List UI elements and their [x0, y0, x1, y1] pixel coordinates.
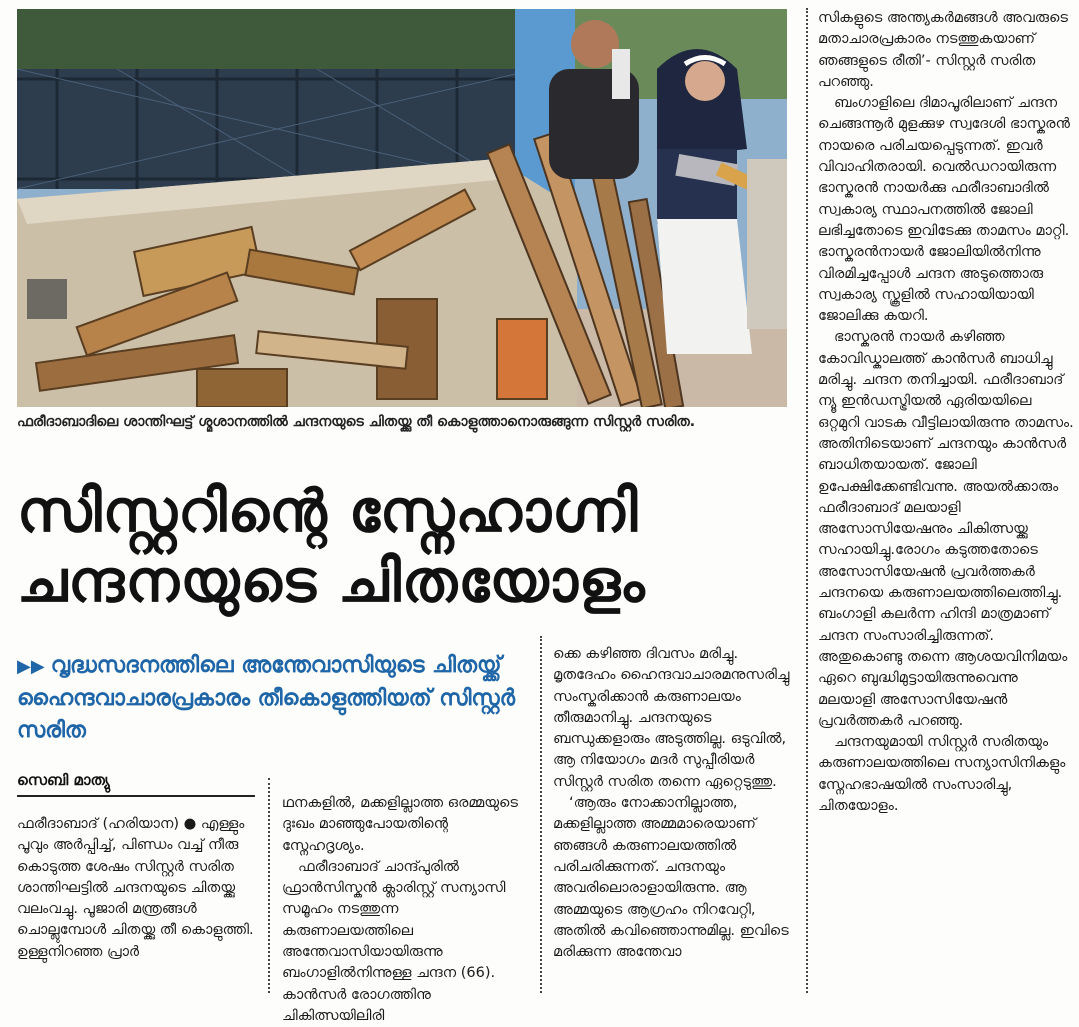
body-paragraph: ചന്ദനയുമായി സിസ്റ്റർ സരിതയും കരുണാലയത്തിലെ സന്യാസിനികളും സ്നേഹഭാഷയിൽ സംസാരിച്ചു, ചിതയോളം.: [818, 734, 1066, 814]
headline-line-2: ചന്ദനയുടെ ചിതയോളം: [17, 547, 646, 615]
body-paragraph: സികളുടെ അന്ത്യകർമങ്ങൾ അവരുടെ മതാചാരപ്രകാരം നടത്തുകയാണ് ഞങ്ങളുടെ രീതി’- സിസ്റ്റർ സരിത പറഞ്ഞു.: [818, 10, 1068, 90]
body-column-4: [818, 8, 1074, 817]
headline-line-1: സിസ്റ്ററിന്റെ സ്നേഹാഗ്നി: [17, 477, 639, 545]
column-divider: [540, 636, 542, 993]
body-paragraph: ഫരീദാബാദ് (ഹരിയാന) ● എള്ളും പൂവും അർപ്പിച്ച്, പിണ്ഡം വച്ച് നീരു കൊടുത്ത ശേഷം സിസ്റ്റർ സരിത ശാന്തിഘട്ടിൽ ചന്ദനയുടെ ചിതയ്ക്കു വലംവച്ചു. പൂജാരി മന്ത്രങ്ങൾ ചൊല്ലുമ്പോൾ ചിതയ്ക്കു തീ കൊളുത്തി. ഉള്ളുനിറഞ്ഞ പ്രാർ: [17, 816, 254, 960]
byline: സെബി മാത്യു: [17, 771, 110, 789]
byline-rule: [17, 795, 255, 797]
double-arrow-icon: ▶▶: [17, 656, 45, 677]
photo-caption: ഫരീദാബാദിലെ ശാന്തിഘട്ട് ശ്മശാനത്തിൽ ചന്ദനയുടെ ചിതയ്ക്കു തീ കൊളുത്താനൊരുങ്ങുന്ന സിസ്റ്റർ സരിത.: [17, 414, 696, 430]
deck-text: വൃദ്ധസദനത്തിലെ അന്തേവാസിയുടെ ചിതയ്ക്ക് ഹൈന്ദവാചാരപ്രകാരം തീകൊളുത്തിയത് സിസ്റ്റർ സരിത: [17, 653, 515, 743]
body-paragraph: ഥനകളിൽ, മക്കളില്ലാത്ത ഒരമ്മയുടെ ദുഃഖം മാഞ്ഞുപോയതിന്റെ സ്നേഹദൃശ്യം.: [282, 795, 518, 854]
column-divider: [268, 778, 270, 993]
body-paragraph: ക്കെ കഴിഞ്ഞ ദിവസം മരിച്ചു. മൃതദേഹം ഹൈന്ദവാചാരമനുസരിച്ചു സംസ്കരിക്കാൻ കരുണാലയം തീരുമാനിച്ചു. ചന്ദനയുടെ ബന്ധുക്കളാരും അടുത്തില്ല. ഒടുവിൽ, ആ നിയോഗം മദർ സുപ്പീരിയർ സിസ്റ്റർ സരിത തന്നെ ഏറ്റെടുത്തു.: [553, 646, 790, 790]
body-column-1: [17, 814, 255, 963]
cremation-scene-illustration: [17, 9, 787, 407]
news-photo: [17, 9, 787, 407]
column-divider: [806, 8, 808, 993]
body-column-2: [282, 793, 524, 1027]
deck-subheadline: [17, 650, 537, 747]
body-column-3: [553, 644, 795, 963]
body-paragraph: ഭാസ്കരൻ നായർ കഴിഞ്ഞ കോവിഡ്കാലത്ത് കാൻസർ ബാധിച്ചു മരിച്ചു. ചന്ദന തനിച്ചായി. ഫരീദാബാദ് ന്യൂ ഇൻഡസ്ട്രിയൽ ഏരിയയിലെ ഒറ്റമുറി വാടക വീട്ടിലായിരുന്നു താമസം. അതിനിടെയാണ് ചന്ദനയും കാൻസർ ബാധിതയായത്. ജോലി ഉപേക്ഷിക്കേണ്ടിവന്നു. അയൽക്കാരും ഫരീദാബാദ് മലയാളി അസോസിയേഷനും ചികിത്സയ്ക്കു സഹായിച്ചു.രോഗം കടുത്തതോടെ അസോസിയേഷൻ പ്രവർത്തകർ ചന്ദനയെ കരുണാലയത്തിലെത്തിച്ചു. ബംഗാളി കലർന്ന ഹിന്ദി മാത്രമാണ് ചന്ദന സംസാരിച്ചിരുന്നത്. അതുകൊണ്ടു തന്നെ ആശയവിനിമയം ഏറെ ബുദ്ധിമുട്ടായിരുന്നുവെന്നു മലയാളി അസോസിയേഷൻ പ്രവർത്തകർ പറഞ്ഞു.: [818, 329, 1074, 729]
body-paragraph: ബംഗാളിലെ ദിമാപൂരിലാണ് ചന്ദന ചെങ്ങന്നൂർ മുളക്കുഴ സ്വദേശി ഭാസ്കരൻ നായരെ പരിചയപ്പെടുന്നത്. ഇവർ വിവാഹിതരായി. വെൽഡറായിരുന്ന ഭാസ്കരൻ നായർക്കു ഫരീദാബാദിൽ സ്വകാര്യ സ്ഥാപനത്തിൽ ജോലി ലഭിച്ചതോടെ ഇവിടേക്കു താമസം മാറ്റി. ഭാസ്കരൻനായർ ജോലിയിൽനിന്നു വിരമിച്ചപ്പോൾ ചന്ദന അടുത്തൊരു സ്വകാര്യ സ്കൂളിൽ സഹായിയായി ജോലിക്കു കയറി.: [818, 95, 1070, 325]
body-paragraph: ഫരീദാബാദ് ചാന്ദ്പുരിൽ ഫ്രാൻസിസ്കൻ ക്ലാരിസ്റ്റ് സന്യാസി സമൂഹം നടത്തുന്ന കരുണാലയത്തിലെ അന്തേവാസിയായിരുന്നു ബംഗാളിൽനിന്നുള്ള ചന്ദന (66). കാൻസർ രോഗത്തിനു ചികിത്സയിലിരി: [282, 858, 506, 1024]
body-paragraph: ‘ആരും നോക്കാനില്ലാത്ത, മക്കളില്ലാത്ത അമ്മമാരെയാണ് ഞങ്ങൾ കരുണാലയത്തിൽ പരിചരിക്കുന്നത്. ചന്ദനയും അവരിലൊരാളായിരുന്നു. ആ അമ്മയുടെ ആഗ്രഹം നിറവേറ്റി, അതിൽ കവിഞ്ഞൊന്നുമില്ല. ഇവിടെ മരിക്കുന്ന അന്തേവാ: [553, 795, 789, 961]
headline: [17, 476, 797, 616]
